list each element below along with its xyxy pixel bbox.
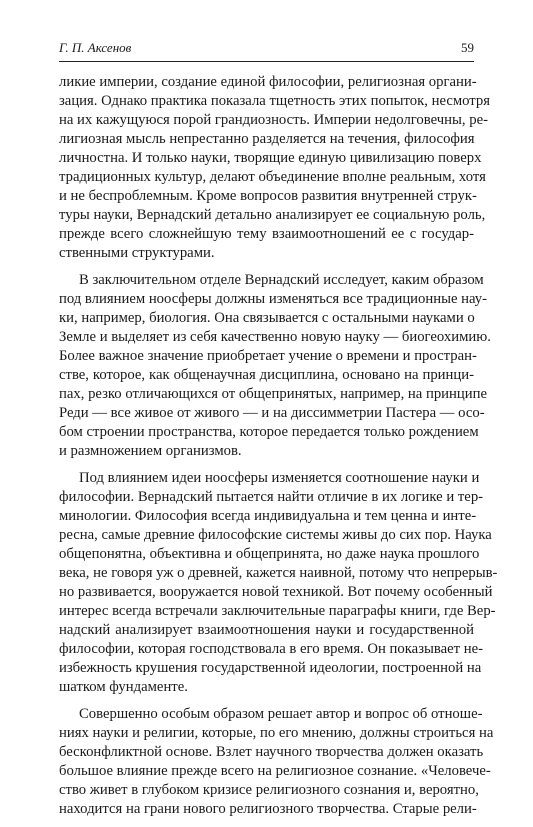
text-line: большое влияние прежде всего на религиозное сознание. «Человече- [59,763,491,779]
text-line: ликие империи, создание единой философии, религиозная органи- [59,74,477,90]
text-line: интерес всегда встречали заключительные параграфы книги, где Вер- [59,603,496,619]
text-line: ство живет в глубоком кризисе религиозного сознания и, вероятно, [59,782,479,798]
text-line: и размножением организмов. [59,443,242,459]
text-line: бом строении пространства, которое передается только рождением [59,424,479,440]
text-line: Земле и выделяет из себя качественно новую науку — биогеохимию. [59,329,491,345]
paragraph [59,705,494,819]
text-line: ственными структурами. [59,245,215,261]
paragraph [59,469,498,697]
text-line: избежность крушения государственной идеологии, построенной на [59,660,482,676]
text-line: стве, которое, как общенаучная дисциплина, основано на принци- [59,367,474,383]
body-text [59,73,498,819]
text-line: шатком фундаменте. [59,679,188,695]
text-line: общепонятна, объективна и общепринята, но даже наука прошлого [59,546,480,562]
text-line: традиционных культур, делают объединение вполне реальным, хотя [59,169,486,185]
text-line: минологии. Философия всегда индивидуальна и тем ценна и инте- [59,508,477,524]
text-line: и не беспроблемным. Кроме вопросов развития внутренней струк- [59,188,477,204]
text-line: личностна. И только науки, творящие единую цивилизацию поверх [59,150,482,166]
paragraph [59,271,491,461]
header-rule [59,61,474,62]
text-line: но развивается, вооружается новой техникой. Вот почему особенный [59,584,493,600]
text-line: под влиянием ноосферы должны изменяться все традиционные нау- [59,291,488,307]
running-head [59,40,474,58]
text-line: пах, резко отличающихся от общепринятых, например, на принципе [59,386,487,402]
paragraph [59,73,490,263]
text-line: надский анализирует взаимоотношения науки и государственной [59,622,474,638]
text-line: В заключительном отделе Вернадский исследует, каким образом [79,272,484,288]
text-line: на их кажущуюся порой грандиозность. Империи недолговечны, ре- [59,112,488,128]
text-line: ки, например, биология. Она связывается с остальными науками о [59,310,475,326]
text-line: туры науки, Вернадский детально анализирует ее социальную роль, [59,207,486,223]
text-line: ниях науки и религии, которые, по его мнению, должны строиться на [59,725,494,741]
page-number: 59 [461,40,474,55]
text-line: Под влиянием идеи ноосферы изменяется соотношение науки и [79,470,480,486]
text-line: ресна, самые древние философские системы живы до сих пор. Наука [59,527,492,543]
text-line: зация. Однако практика показала тщетность этих попыток, несмотря [59,93,490,109]
running-head-author: Г. П. Аксенов [59,40,132,55]
text-line: философии. Вернадский пытается найти отличие в их логике и тер- [59,489,484,505]
book-page [59,40,498,827]
text-line: Совершенно особым образом решает автор и вопрос об отноше- [79,706,483,722]
text-line: бесконфликтной основе. Взлет научного творчества должен оказать [59,744,484,760]
text-line: философии, которая господствовала в его время. Он показывает не- [59,641,483,657]
text-line: Реди — все живое от живого — и на диссимметрии Пастера — осо- [59,405,485,421]
text-line: Более важное значение приобретает учение о времени и простран- [59,348,477,364]
text-line: прежде всего сложнейшую тему взаимоотношений ее с государ- [59,226,474,242]
text-line: века, не говоря уж о древней, кажется наивной, потому что непрерыв- [59,565,498,581]
text-line: лигиозная мысль непрестанно разделяется на течения, философия [59,131,475,147]
text-line: находится на грани нового религиозного творчества. Старые рели- [59,801,477,817]
